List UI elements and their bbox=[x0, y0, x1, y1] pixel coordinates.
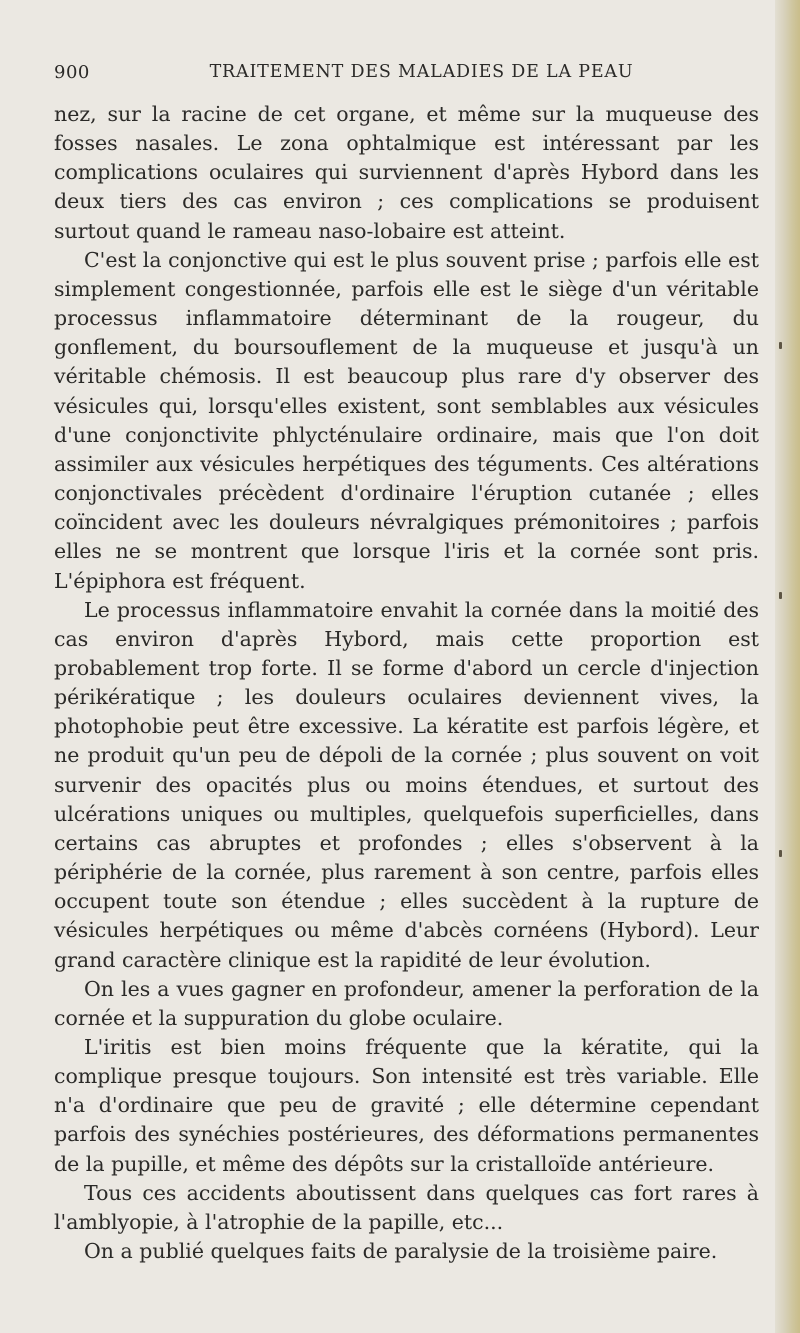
paragraph: L'iritis est bien moins fréquente que la kératite, qui la complique presque toujours. Son intensité est très variable. Elle n'a d'ordinaire que peu de gravité ; elle détermine cependant parfois des synéchies postérieures, des déformations permanentes de la pupille, et même des dépôts sur la cristalloïde antérieure. bbox=[54, 1035, 759, 1176]
paragraph: On a publié quelques faits de paralysie de la troisième paire. bbox=[84, 1239, 718, 1264]
paragraph: On les a vues gagner en profondeur, amener la perforation de la cornée et la suppuration du globe oculaire. bbox=[54, 976, 759, 1030]
paragraph: Le processus inflammatoire envahit la cornée dans la moitié des cas environ d'après Hybord, mais cette proportion est probablement trop forte. Il se forme d'abord un cercle d'injection périkératique ; les douleurs oculaires deviennent vives, la photophobie peut être excessive. La kératite est parfois légère, et ne produit qu'un peu de dépoli de la cornée ; plus souvent on voit survenir des opacités plus ou moins étendues, et surtout des ulcérations uniques ou multiples, quelquefois superficielles, dans certains cas abruptes et profondes ; elles s'observent à la périphérie de la cornée, plus rarement à son centre, parfois elles occupent toute son étendue ; elles succèdent à la rupture de vésicules herpétiques ou même d'abcès cornéens (Hybord). Leur grand caractère clinique est la rapidité de leur évolution. bbox=[54, 597, 759, 972]
page-edge bbox=[775, 0, 800, 1333]
paragraph: C'est la conjonctive qui est le plus souvent prise ; parfois elle est simplement congestionnée, parfois elle est le siège d'un véritable processus inflammatoire déterminant de la rougeur, du gonflement, du boursouflement de la muqueuse et jusqu'à un véritable chémosis. Il est beaucoup plus rare d'y observer des vésicules qui, lorsqu'elles existent, sont semblables aux vésicules d'une conjonctivite phlycténulaire ordinaire, mais que l'on doit assimiler aux vésicules herpétiques des téguments. Ces altérations conjonctivales précèdent d'ordinaire l'éruption cutanée ; elles coïncident avec les douleurs névralgiques prémonitoires ; parfois elles ne se montrent que lorsque l'iris et la cornée sont pris. L'épiphora est fréquent. bbox=[54, 247, 759, 593]
body-text bbox=[54, 100, 759, 1266]
edge-mark bbox=[779, 342, 782, 349]
paragraph: Tous ces accidents aboutissent dans quelques cas fort rares à l'amblyopie, à l'atrophie de la papille, etc... bbox=[54, 1180, 759, 1234]
page-number: 900 bbox=[54, 62, 90, 83]
page-header bbox=[54, 62, 759, 86]
edge-mark bbox=[779, 592, 782, 599]
edge-mark bbox=[779, 850, 782, 857]
running-title: TRAITEMENT DES MALADIES DE LA PEAU bbox=[209, 62, 634, 82]
paragraph: nez, sur la racine de cet organe, et même sur la muqueuse des fosses nasales. Le zona ophtalmique est intéressant par les complications oculaires qui surviennent d'après Hybord dans les deux tiers des cas environ ; ces complications se produisent surtout quand le rameau naso-lobaire est atteint. bbox=[54, 102, 759, 243]
